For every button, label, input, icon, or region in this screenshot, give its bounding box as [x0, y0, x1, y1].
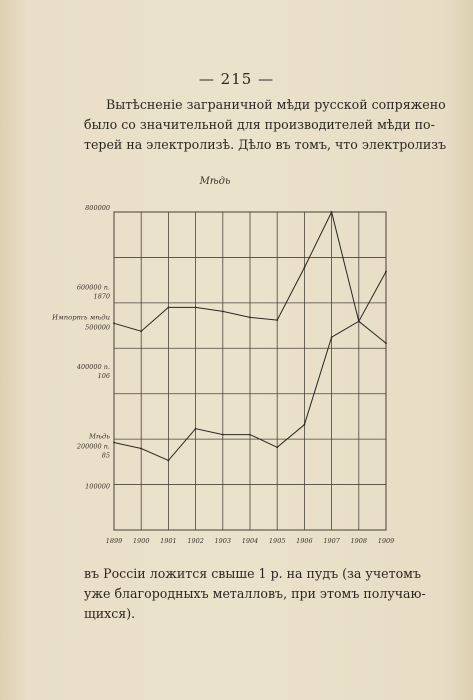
page-number: — 215 —: [198, 70, 275, 88]
paragraph-line: Вытѣсненіе заграничной мѣди русской сопряжено: [106, 97, 446, 112]
x-tick-label: 1906: [296, 537, 313, 545]
paragraph-bottom: [84, 564, 426, 624]
x-tick-label: 1905: [268, 537, 286, 545]
data-point: [222, 434, 224, 436]
x-tick-label: 1902: [187, 537, 204, 545]
x-tick-label: 1908: [350, 537, 368, 545]
chart-title: Мѣдь: [199, 176, 231, 187]
data-point: [168, 307, 170, 309]
y-tick-label: 400000 п.: [76, 363, 110, 371]
x-tick-label: 1899: [105, 537, 123, 545]
data-point: [385, 271, 387, 273]
series-label: Импортъ мѣди: [52, 313, 110, 322]
data-point: [331, 211, 333, 213]
paragraph-line: въ Россіи ложится свыше 1 р. на пудъ (за учетомъ: [84, 566, 421, 581]
paragraph-line: щихся).: [84, 606, 136, 621]
data-point: [222, 310, 224, 312]
paragraph-line: терей на электролизѣ. Дѣло въ томъ, что электролизъ: [84, 137, 447, 152]
x-tick-label: 1907: [323, 537, 340, 545]
data-point: [113, 442, 115, 444]
y-tick-label: 85: [101, 451, 110, 460]
y-tick-label: 800000: [85, 204, 110, 212]
data-point: [113, 322, 115, 324]
x-tick-label: 1901: [160, 537, 177, 545]
y-tick-label: 600000 п.: [76, 283, 110, 292]
paragraph-line: было со значительной для производителей мѣди по-: [84, 117, 435, 132]
data-point: [140, 448, 142, 450]
data-point: [249, 434, 251, 436]
data-point: [276, 446, 278, 448]
data-point: [168, 460, 170, 462]
y-tick-label: 200000 п.: [76, 442, 110, 451]
paragraph-line: уже благородныхъ металловъ, при этомъ получаю-: [84, 586, 426, 601]
data-point: [304, 424, 306, 426]
data-point: [331, 336, 333, 338]
data-point: [140, 330, 142, 332]
data-point: [195, 307, 197, 309]
x-tick-label: 1900: [132, 537, 150, 545]
data-point: [385, 342, 387, 344]
x-tick-label: 1909: [377, 537, 395, 545]
x-tick-label: 1904: [241, 537, 259, 545]
data-point: [304, 267, 306, 269]
data-point: [195, 428, 197, 430]
y-tick-label: 500000: [85, 323, 110, 332]
data-point: [249, 316, 251, 318]
series-label: Мѣдь: [89, 432, 110, 441]
data-point: [358, 320, 360, 322]
x-tick-label: 1903: [214, 537, 232, 545]
y-tick-label: 106: [97, 372, 110, 380]
y-tick-label: 1870: [93, 292, 110, 301]
y-tick-label: 100000: [85, 482, 110, 491]
data-point: [276, 319, 278, 321]
